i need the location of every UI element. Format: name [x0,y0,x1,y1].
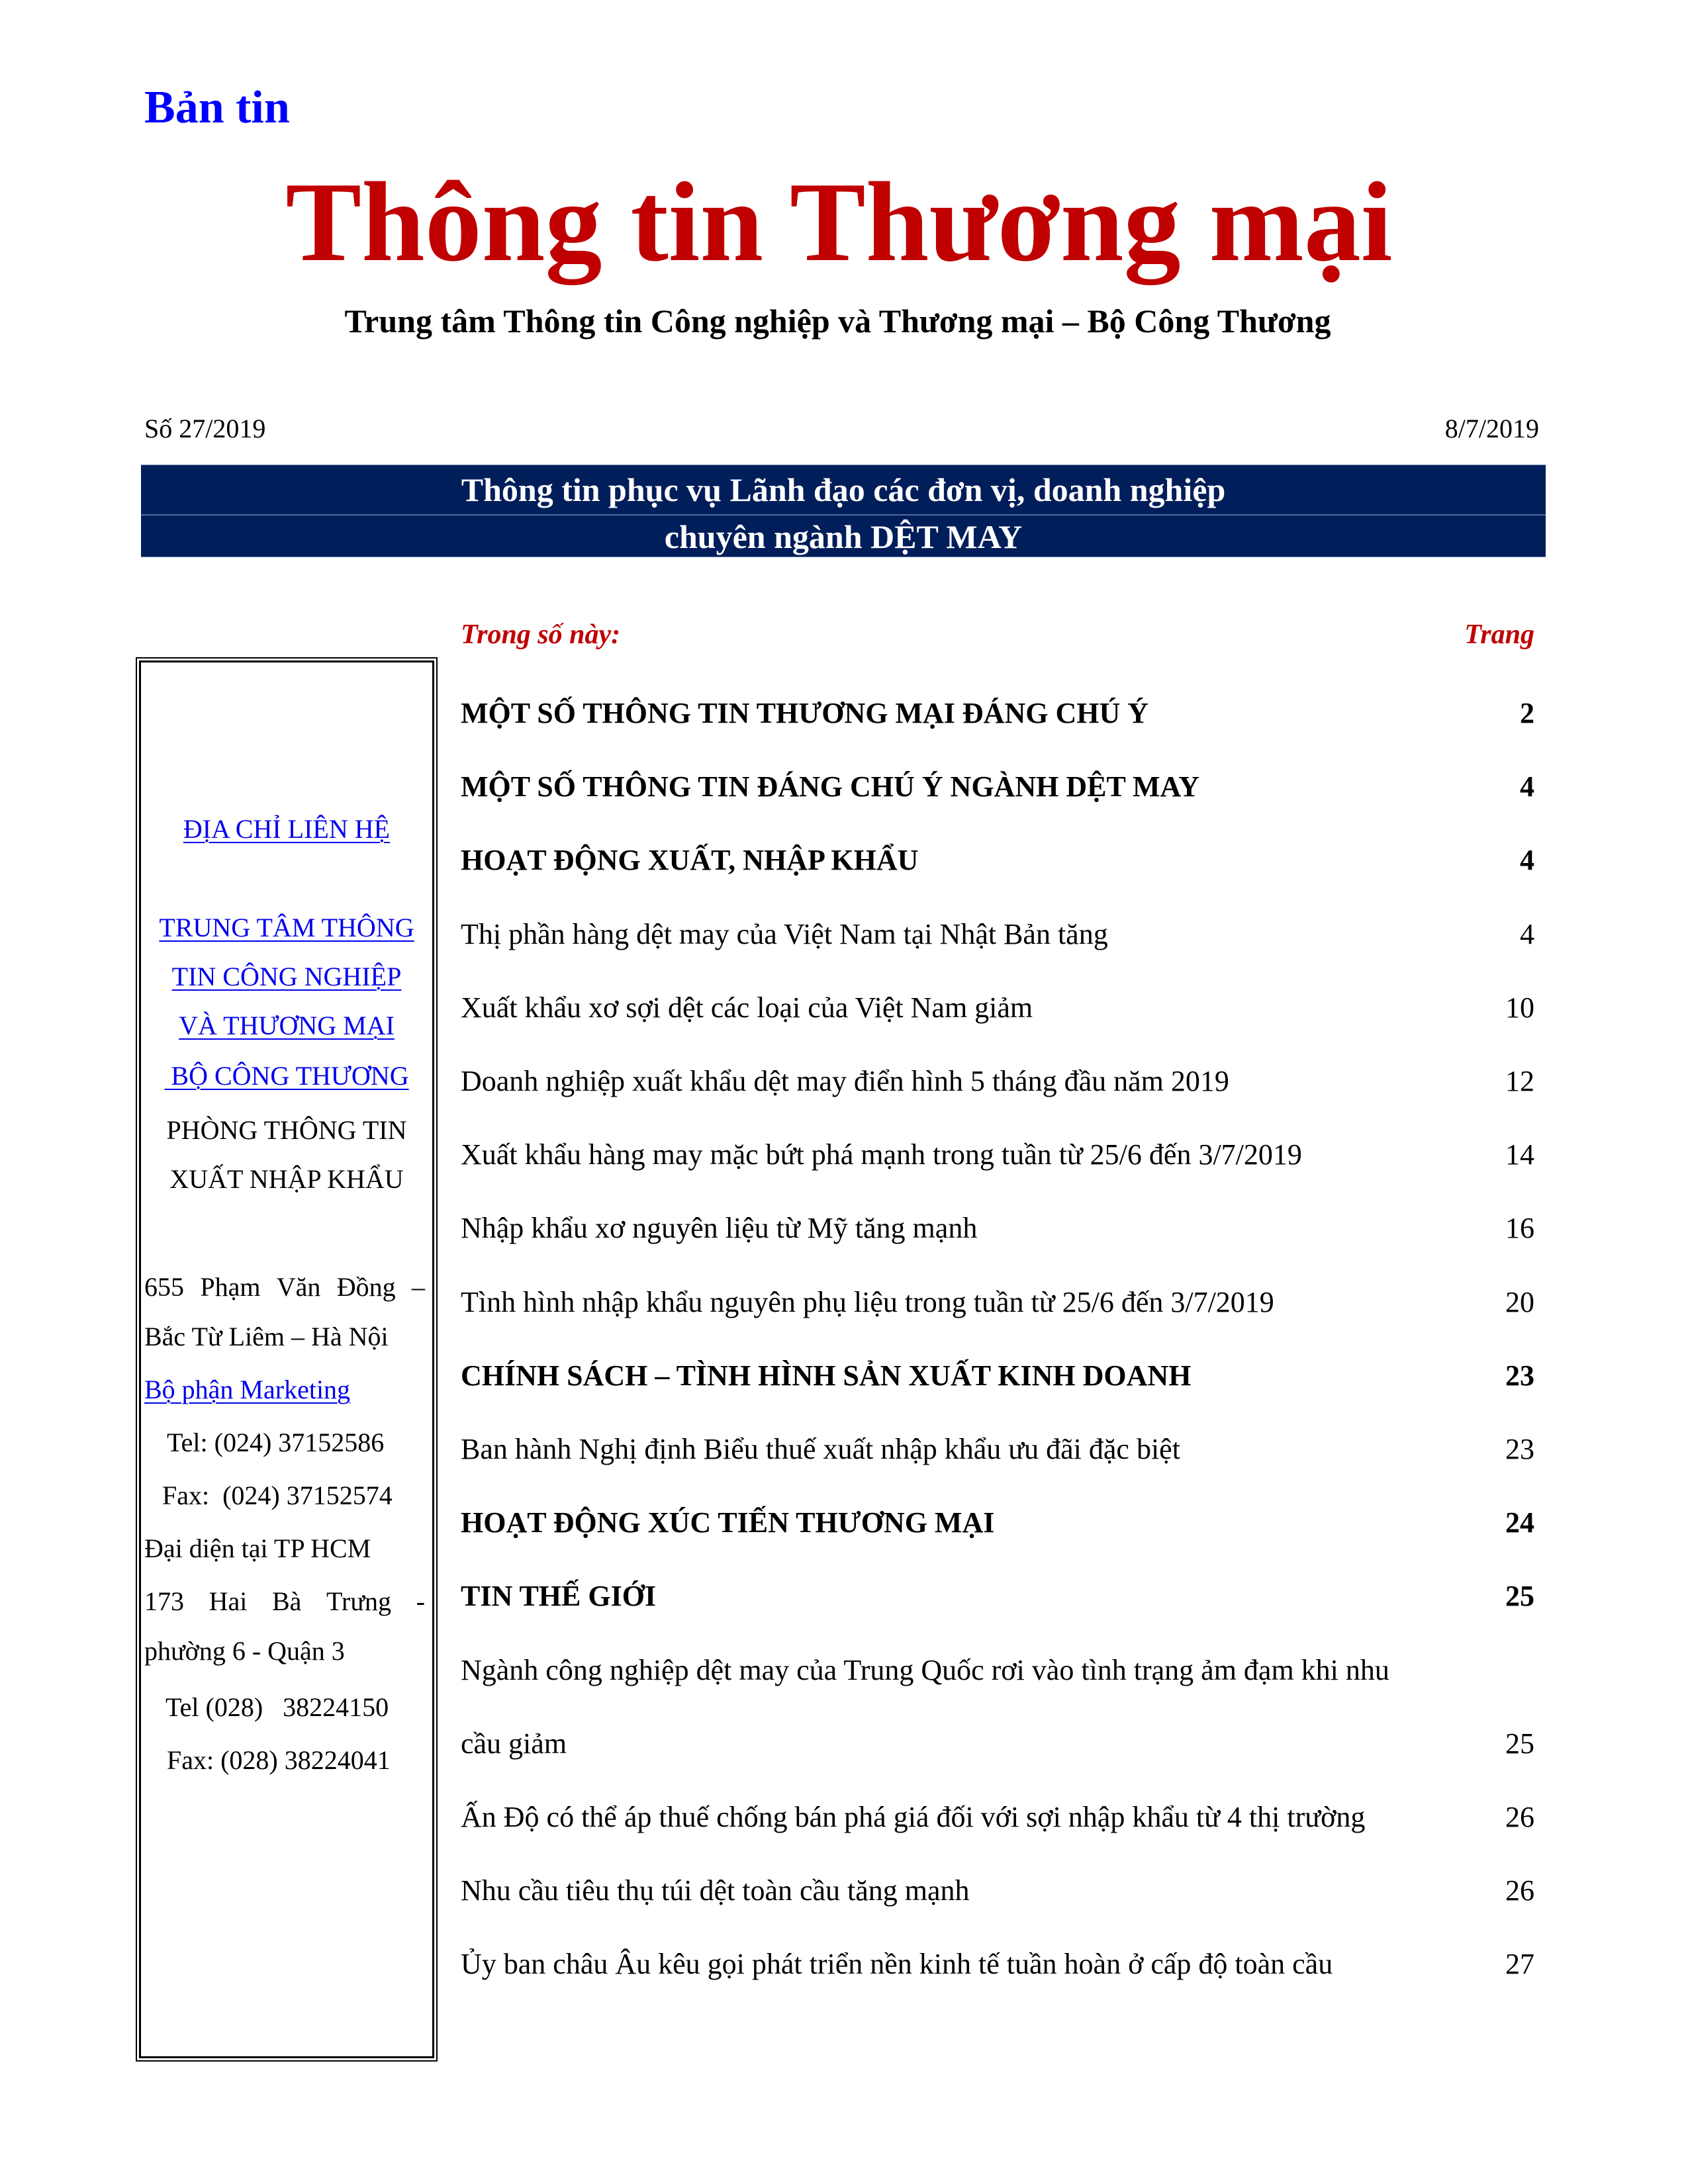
toc-item-title[interactable]: Tình hình nhập khẩu nguyên phụ liệu trong tuần từ 25/6 đến 3/7/2019 [461,1285,1274,1318]
hcm-label: Đại diện tại TP HCM [144,1533,371,1563]
toc-item-page[interactable]: 26 [1505,1801,1534,1833]
toc-item-title[interactable]: Nhu cầu tiêu thụ túi dệt toàn cầu tăng mạnh [461,1874,970,1907]
department-line-2: XUẤT NHẬP KHẨU [169,1164,404,1194]
toc-item-title[interactable]: Ấn Độ có thể áp thuế chống bán phá giá đối với sợi nhập khẩu từ 4 thị trường [461,1801,1366,1833]
toc-item-page[interactable]: 14 [1505,1138,1534,1171]
toc-item-title[interactable]: Ủy ban châu Âu kêu gọi phát triển nền kinh tế tuần hoàn ở cấp độ toàn cầu [461,1948,1333,1981]
topic-banner [141,465,1546,557]
toc-page-heading: Trang [1464,619,1534,650]
hanoi-tel: Tel: (024) 37152586 [167,1428,385,1457]
address-word: - [416,1586,425,1616]
toc-item-title[interactable]: HOẠT ĐỘNG XÚC TIẾN THƯƠNG MẠI [461,1506,995,1539]
toc-item-page[interactable]: 4 [1520,917,1534,950]
hcm-address-line-2: phường 6 - Quận 3 [144,1636,345,1666]
marketing-link[interactable]: Bộ phận Marketing [144,1375,351,1404]
toc-item-title-continued[interactable]: cầu giảm [461,1727,567,1760]
banner-line-2: chuyên ngành DỆT MAY [664,518,1023,555]
toc-item-page[interactable]: 16 [1505,1212,1534,1245]
toc-item-page[interactable]: 10 [1505,991,1534,1024]
toc-item-page[interactable]: 24 [1505,1506,1534,1539]
toc-item-page[interactable]: 26 [1505,1874,1534,1907]
publication-title [0,159,1688,285]
hcm-address-line-1 [144,1588,425,1615]
hcm-fax: Fax: (028) 38224041 [167,1745,391,1775]
hanoi-address-line-2: Bắc Từ Liêm – Hà Nội [144,1322,389,1351]
org-link-line-1[interactable]: TRUNG TÂM THÔNG [159,913,414,942]
toc-item-title[interactable]: Xuất khẩu xơ sợi dệt các loại của Việt Nam giảm [461,991,1033,1024]
publisher-subtitle: Trung tâm Thông tin Công nghiệp và Thương mại – Bộ Công Thương [344,302,1331,340]
publication-title-text: Thông tin Thương mại [285,159,1393,285]
address-word: 173 [144,1586,184,1616]
issue-number: Số 27/2019 [144,414,266,443]
issue-date: 8/7/2019 [1444,414,1539,443]
address-word: Bà [271,1586,302,1616]
toc-item-page[interactable]: 4 [1520,844,1534,877]
banner-line-1: Thông tin phục vụ Lãnh đạo các đơn vị, doanh nghiệp [461,471,1226,508]
contact-box [136,657,438,2062]
address-word: Hai [209,1586,248,1616]
org-link-line-4[interactable]: BỘ CÔNG THƯƠNG [164,1061,409,1091]
contact-box-inner-border [139,660,434,2058]
toc-item-title[interactable]: MỘT SỐ THÔNG TIN ĐÁNG CHÚ Ý NGÀNH DỆT MAY [461,770,1200,803]
toc-item-title[interactable]: TIN THẾ GIỚI [461,1580,657,1613]
toc-heading: Trong số này: [461,619,621,650]
toc-item-page[interactable]: 23 [1505,1433,1534,1465]
address-word: Trưng [326,1586,392,1616]
toc-item-title[interactable]: Nhập khẩu xơ nguyên liệu từ Mỹ tăng mạnh [461,1212,978,1245]
address-word: – [411,1272,425,1302]
toc-item-page[interactable]: 25 [1505,1580,1534,1613]
toc-item-page[interactable]: 12 [1505,1065,1534,1097]
toc-item-title[interactable]: Ngành công nghiệp dệt may của Trung Quốc rơi vào tình trạng ảm đạm khi nhu [461,1653,1389,1686]
toc-item-title[interactable]: Thị phần hàng dệt may của Việt Nam tại Nhật Bản tăng [461,917,1108,950]
banner-divider [141,514,1546,516]
toc-item-page[interactable]: 4 [1520,770,1534,803]
address-word: Văn [276,1272,321,1302]
contact-heading-link[interactable]: ĐỊA CHỈ LIÊN HỆ [183,814,391,844]
address-word: Phạm [200,1272,261,1302]
org-link-line-2[interactable]: TIN CÔNG NGHIỆP [171,962,402,991]
toc-item-title[interactable]: Ban hành Nghị định Biểu thuế xuất nhập khẩu ưu đãi đặc biệt [461,1433,1180,1465]
toc-item-page[interactable]: 25 [1505,1727,1534,1760]
toc-item-title[interactable]: CHÍNH SÁCH – TÌNH HÌNH SẢN XUẤT KINH DOANH [461,1359,1192,1392]
toc-item-title[interactable]: Xuất khẩu hàng may mặc bứt phá mạnh trong tuần từ 25/6 đến 3/7/2019 [461,1138,1302,1171]
toc-item-title[interactable]: Doanh nghiệp xuất khẩu dệt may điển hình 5 tháng đầu năm 2019 [461,1065,1229,1097]
toc-item-title[interactable]: MỘT SỐ THÔNG TIN THƯƠNG MẠI ĐÁNG CHÚ Ý [461,697,1149,729]
hanoi-address-line-1 [144,1274,425,1300]
toc-item-page[interactable]: 2 [1520,697,1534,729]
org-link-line-3[interactable]: VÀ THƯƠNG MẠI [179,1011,395,1040]
toc-item-page[interactable]: 27 [1505,1948,1534,1981]
department-line-1: PHÒNG THÔNG TIN [166,1115,407,1145]
hcm-tel: Tel (028) 38224150 [165,1692,389,1722]
toc-item-title[interactable]: HOẠT ĐỘNG XUẤT, NHẬP KHẨU [461,844,919,877]
toc-item-page[interactable]: 23 [1505,1359,1534,1392]
hanoi-fax: Fax: (024) 37152574 [162,1480,393,1510]
address-word: Đồng [336,1272,396,1302]
address-word: 655 [144,1272,184,1302]
toc-item-page[interactable]: 20 [1505,1285,1534,1318]
bulletin-kicker: Bản tin [144,82,290,133]
